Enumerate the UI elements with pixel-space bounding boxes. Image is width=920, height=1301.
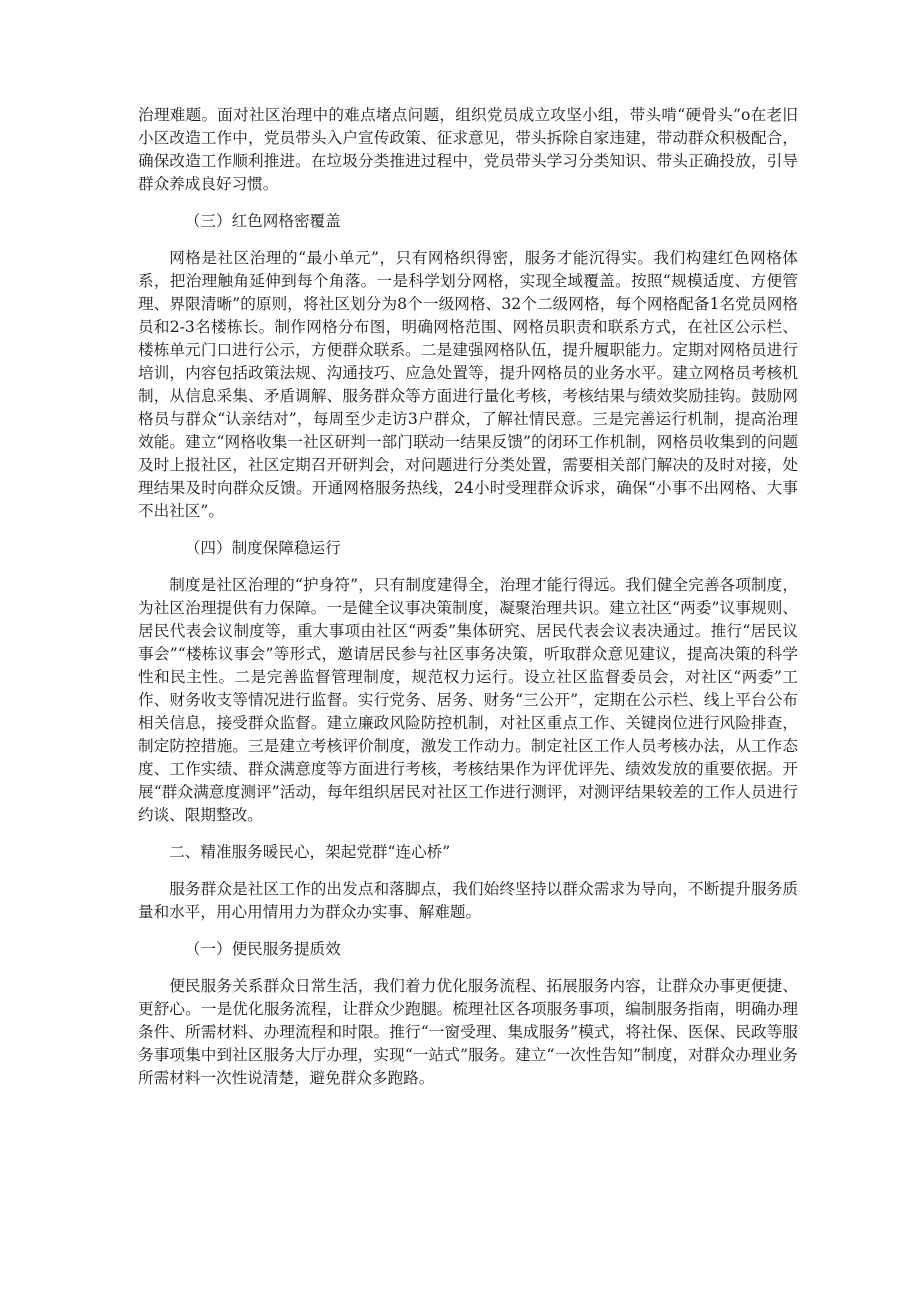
chapter-heading-2: 二、精准服务暖民心，架起党群“连心桥” bbox=[169, 843, 451, 861]
section-heading-3: （三）红色网格密覆盖 bbox=[184, 212, 341, 230]
paragraph-system: 制度是社区治理的“护身符”，只有制度建得全，治理才能行得远。我们健全完善各项制度，为社区治理提供有力保障。一是健全议事决策制度，凝聚治理共识。建立社区“两委”议事规则、居民代表会议制度等，重大事项由社区“两委”集体研究、居民代表会议表决通过。推行“居民议事会”“楼栋议事会”等形式，邀请居民参与社区事务决策，听取群众意见建议，提高决策的科学性和民主性。二是完善监督管理制度，规范权力运行。设立社区监督委员会，对社区“两委”工作、财务收支等情况进行监督。实行党务、居务、财务“三公开”，定期在公示栏、线上平台公布相关信息，接受群众监督。建立廉政风险防控机制，对社区重点工作、关键岗位进行风险排查，制定防控措施。三是建立考核评价制度，激发工作动力。制定社区工作人员考核办法，从工作态度、工作实绩、群众满意度等方面进行考核，考核结果作为评优评先、绩效发放的重要依据。开展“群众满意度测评”活动，每年组织居民对社区工作进行测评，对测评结果较差的工作人员进行约谈、限期整改。 bbox=[138, 576, 798, 824]
section-heading-4: （四）制度保障稳运行 bbox=[184, 539, 341, 557]
paragraph-convenience: 便民服务关系群众日常生活，我们着力优化服务流程、拓展服务内容，让群众办事更便捷、更舒心。一是优化服务流程，让群众少跑腿。梳理社区各项服务事项，编制服务指南，明确办理条件、所需材料、办理流程和时限。推行“一窗受理、集成服务”模式，将社保、医保、民政等服务事项集中到社区服务大厅办理，实现“一站式”服务。建立“一次性告知”制度，对群众办理业务所需材料一次性说清楚，避免群众多跑路。 bbox=[138, 977, 798, 1087]
paragraph-grid: 网格是社区治理的“最小单元”，只有网格织得密，服务才能沉得实。我们构建红色网格体系，把治理触角延伸到每个角落。一是科学划分网格，实现全域覆盖。按照“规模适度、方便管理、界限清晰”的原则，将社区划分为8个一级网格、32个二级网格，每个网格配备1名党员网格员和2-3名楼栋长。制作网格分布图，明确网格范围、网格员职责和联系方式，在社区公示栏、楼栋单元门口进行公示，方便群众联系。二是建强网格队伍，提升履职能力。定期对网格员进行培训，内容包括政策法规、沟通技巧、应急处置等，提升网格员的业务水平。建立网格员考核机制，从信息采集、矛盾调解、服务群众等方面进行量化考核，考核结果与绩效奖励挂钩。鼓励网格员与群众“认亲结对”，每周至少走访3户群众，了解社情民意。三是完善运行机制，提高治理效能。建立“网格收集一社区研判一部门联动一结果反馈”的闭环工作机制，网格员收集到的问题及时上报社区，社区定期召开研判会，对问题进行分类处置，需要相关部门解决的及时对接，处理结果及时向群众反馈。开通网格服务热线，24小时受理群众诉求，确保“小事不出网格、大事不出社区”。 bbox=[138, 249, 798, 520]
paragraph-service-intro: 服务群众是社区工作的出发点和落脚点，我们始终坚持以群众需求为导向，不断提升服务质量和水平，用心用情用力为群众办实事、解难题。 bbox=[138, 880, 798, 921]
paragraph-continued: 治理难题。面对社区治理中的难点堵点问题，组织党员成立攻坚小组，带头啃“硬骨头”o在老旧小区改造工作中，党员带头入户宣传政策、征求意见，带头拆除自家违建，带动群众积极配合，确保改造工作顺利推进。在垃圾分类推进过程中，党员带头学习分类知识、带头正确投放，引导群众养成良好习惯。 bbox=[138, 106, 798, 193]
section-heading-1: （一）便民服务提质效 bbox=[184, 940, 341, 958]
document-page bbox=[138, 104, 798, 1090]
